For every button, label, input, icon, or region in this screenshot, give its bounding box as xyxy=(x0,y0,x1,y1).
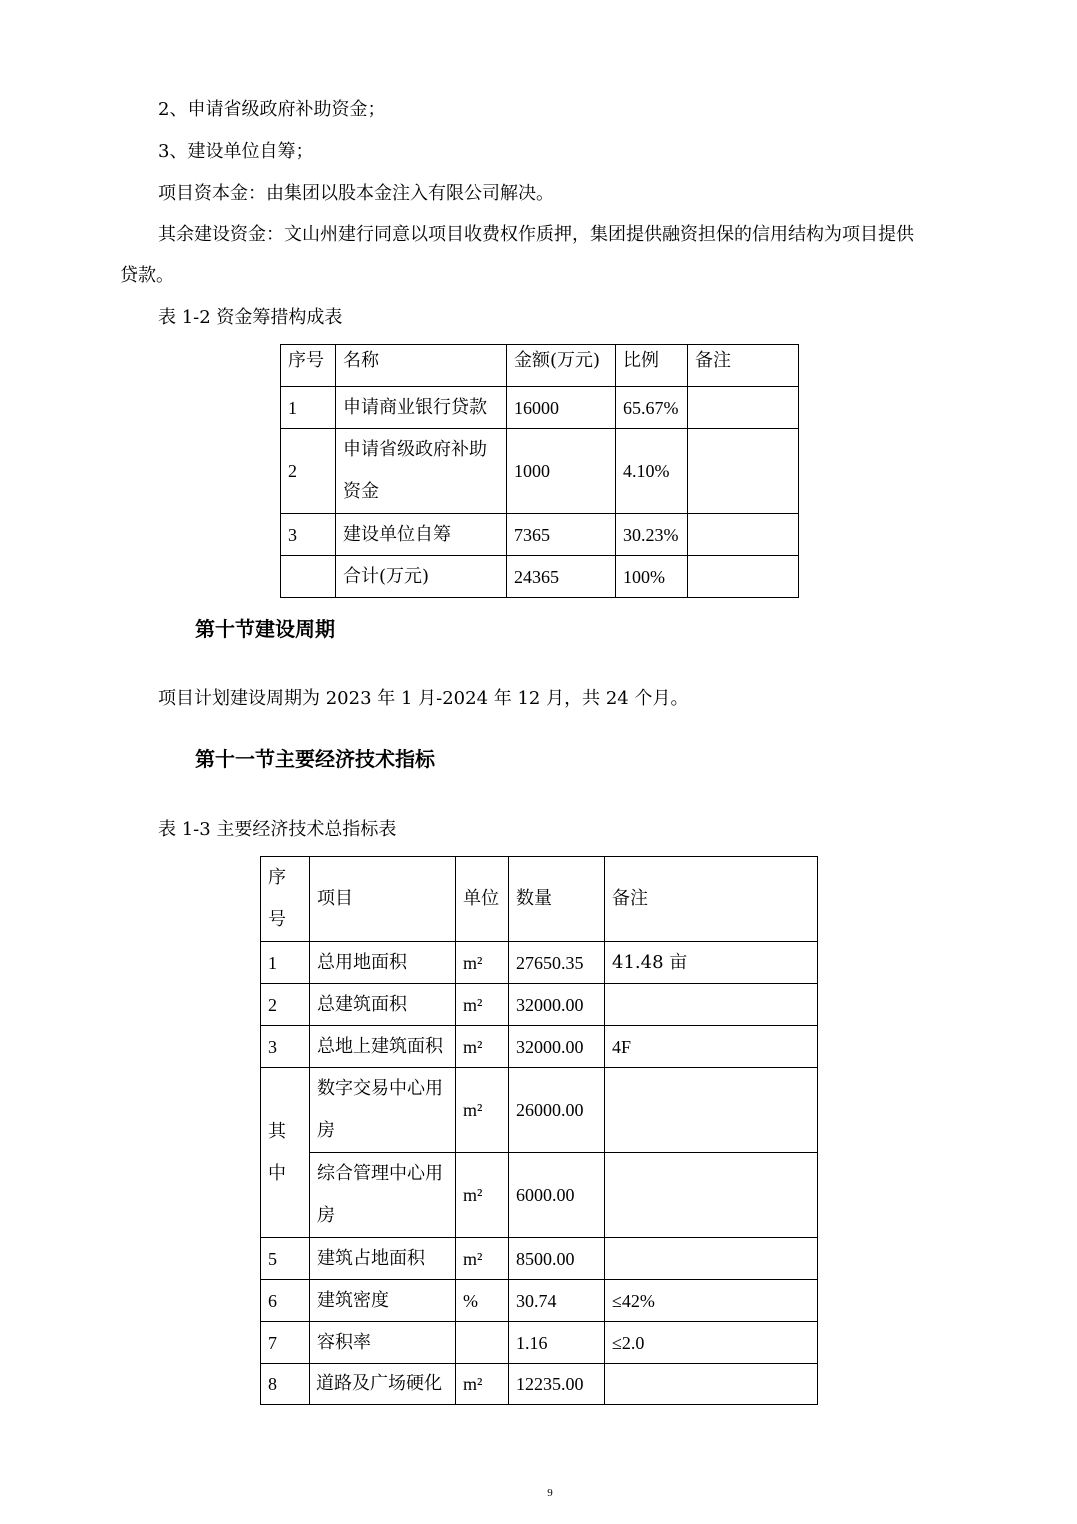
cell-no: 5 xyxy=(261,1238,310,1280)
header-no: 序号 xyxy=(281,345,336,387)
cell-item: 综合管理中心用房 xyxy=(310,1153,456,1238)
cell-note: ≤2.0 xyxy=(605,1322,818,1364)
cell-no: 2 xyxy=(281,429,336,514)
cell-note xyxy=(688,514,799,556)
cell-note: ≤42% xyxy=(605,1280,818,1322)
table1-caption: 表 1-2 资金筹措构成表 xyxy=(158,307,343,328)
table-header-row xyxy=(281,345,799,387)
cell-qty: 8500.00 xyxy=(509,1238,605,1280)
cell-qty: 30.74 xyxy=(509,1280,605,1322)
table-row xyxy=(261,984,818,1026)
table-row xyxy=(261,1026,818,1068)
cell-note: 41.48 亩 xyxy=(605,942,818,984)
cell-note xyxy=(688,556,799,598)
table-row xyxy=(261,1322,818,1364)
table-row xyxy=(281,429,799,514)
section-11-title: 第十一节主要经济技术指标 xyxy=(195,747,435,771)
cell-item: 建筑密度 xyxy=(310,1280,456,1322)
cell-no: 8 xyxy=(261,1364,310,1405)
cell-name: 建设单位自筹 xyxy=(336,514,507,556)
cell-note: 4F xyxy=(605,1026,818,1068)
paragraph-other-funds-cont: 贷款。 xyxy=(120,265,174,286)
table-header-row xyxy=(261,857,818,942)
cell-unit: m² xyxy=(456,1364,509,1405)
cell-amount: 16000 xyxy=(507,387,616,429)
table-row xyxy=(261,1280,818,1322)
cell-unit: m² xyxy=(456,1068,509,1153)
cell-no xyxy=(281,556,336,598)
cell-unit: m² xyxy=(456,942,509,984)
cell-no: 6 xyxy=(261,1280,310,1322)
cell-name: 申请商业银行贷款 xyxy=(336,387,507,429)
cell-qty: 32000.00 xyxy=(509,1026,605,1068)
paragraph-funding-source-2: 2、申请省级政府补助资金； xyxy=(158,99,386,120)
table-row xyxy=(261,1238,818,1280)
section-10-title: 第十节建设周期 xyxy=(195,617,335,641)
cell-ratio: 4.10% xyxy=(616,429,688,514)
cell-unit: m² xyxy=(456,1153,509,1238)
cell-qty: 12235.00 xyxy=(509,1364,605,1405)
paragraph-other-funds: 其余建设资金：文山州建行同意以项目收费权作质押，集团提供融资担保的信用结构为项目提供 xyxy=(158,224,914,245)
cell-amount: 24365 xyxy=(507,556,616,598)
page-number: 9 xyxy=(547,1487,553,1499)
cell-note xyxy=(605,984,818,1026)
cell-item: 容积率 xyxy=(310,1322,456,1364)
cell-item: 总用地面积 xyxy=(310,942,456,984)
cell-no: 1 xyxy=(281,387,336,429)
header-ratio: 比例 xyxy=(616,345,688,387)
cell-note xyxy=(605,1068,818,1153)
cell-amount: 1000 xyxy=(507,429,616,514)
header-amount: 金额(万元) xyxy=(507,345,616,387)
cell-unit: % xyxy=(456,1280,509,1322)
table-row xyxy=(261,1153,818,1238)
cell-group-label: 其中 xyxy=(261,1068,310,1238)
cell-no: 1 xyxy=(261,942,310,984)
cell-qty: 1.16 xyxy=(509,1322,605,1364)
header-item: 项目 xyxy=(310,857,456,942)
cell-item: 数字交易中心用房 xyxy=(310,1068,456,1153)
table-row xyxy=(281,387,799,429)
header-note: 备注 xyxy=(605,857,818,942)
cell-note xyxy=(605,1238,818,1280)
cell-no: 3 xyxy=(281,514,336,556)
cell-no: 3 xyxy=(261,1026,310,1068)
cell-no: 7 xyxy=(261,1322,310,1364)
cell-item: 总地上建筑面积 xyxy=(310,1026,456,1068)
paragraph-funding-source-3: 3、建设单位自筹； xyxy=(158,141,314,162)
cell-ratio: 100% xyxy=(616,556,688,598)
table2-caption: 表 1-3 主要经济技术总指标表 xyxy=(158,819,397,840)
cell-amount: 7365 xyxy=(507,514,616,556)
cell-name: 申请省级政府补助资金 xyxy=(336,429,507,514)
cell-no: 2 xyxy=(261,984,310,1026)
funding-table xyxy=(280,344,799,598)
cell-unit: m² xyxy=(456,984,509,1026)
cell-note xyxy=(605,1153,818,1238)
cell-item: 建筑占地面积 xyxy=(310,1238,456,1280)
indicators-table xyxy=(260,856,818,1405)
cell-ratio: 30.23% xyxy=(616,514,688,556)
cell-unit: m² xyxy=(456,1238,509,1280)
cell-qty: 6000.00 xyxy=(509,1153,605,1238)
header-qty: 数量 xyxy=(509,857,605,942)
header-unit: 单位 xyxy=(456,857,509,942)
cell-qty: 26000.00 xyxy=(509,1068,605,1153)
header-no: 序号 xyxy=(261,857,310,942)
cell-note xyxy=(688,429,799,514)
cell-note xyxy=(688,387,799,429)
table-row xyxy=(281,514,799,556)
cell-name: 合计(万元) xyxy=(336,556,507,598)
header-name: 名称 xyxy=(336,345,507,387)
cell-ratio: 65.67% xyxy=(616,387,688,429)
cell-qty: 32000.00 xyxy=(509,984,605,1026)
paragraph-capital: 项目资本金：由集团以股本金注入有限公司解决。 xyxy=(158,183,554,204)
cell-item: 道路及广场硬化 xyxy=(310,1364,456,1405)
cell-unit: m² xyxy=(456,1026,509,1068)
cell-unit xyxy=(456,1322,509,1364)
section-10-text: 项目计划建设周期为 2023 年 1 月-2024 年 12 月，共 24 个月。 xyxy=(158,688,689,709)
table-row-total xyxy=(281,556,799,598)
header-note: 备注 xyxy=(688,345,799,387)
table-row xyxy=(261,1364,818,1405)
table-row xyxy=(261,1068,818,1153)
table-row xyxy=(261,942,818,984)
cell-note xyxy=(605,1364,818,1405)
cell-qty: 27650.35 xyxy=(509,942,605,984)
cell-item: 总建筑面积 xyxy=(310,984,456,1026)
